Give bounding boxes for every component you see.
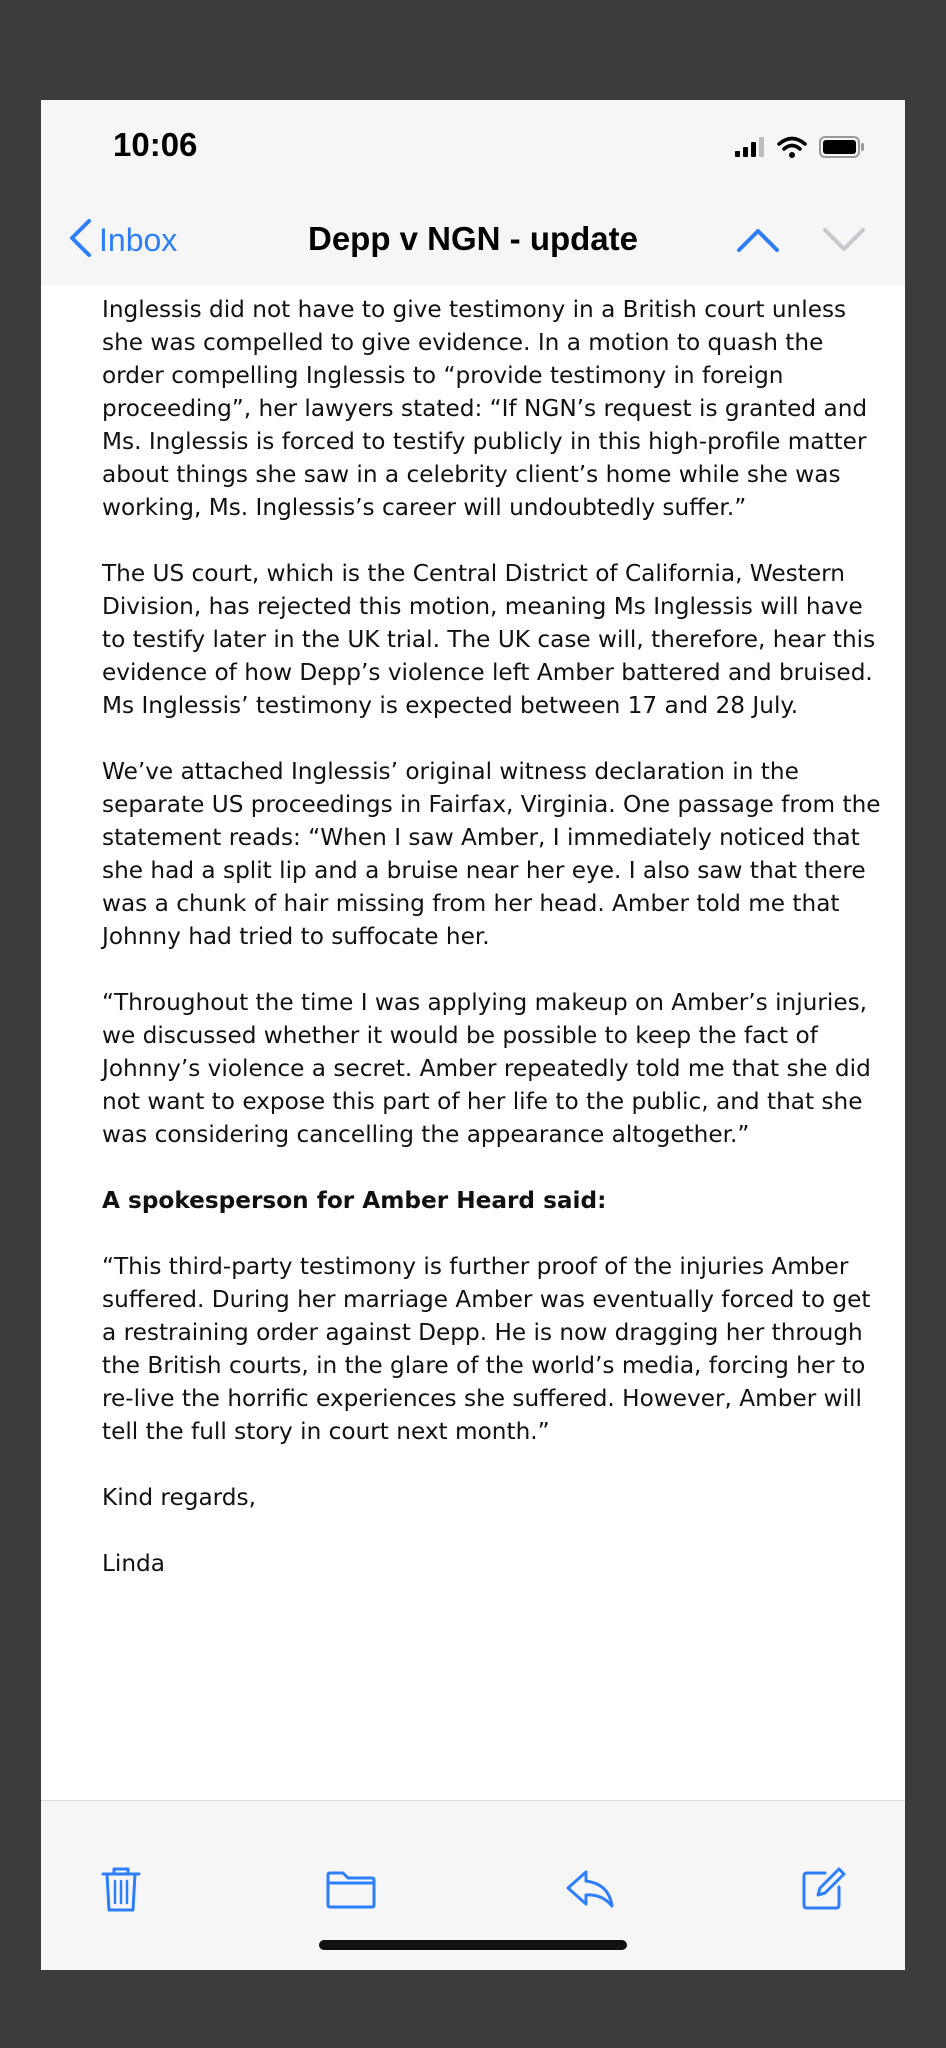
- email-paragraph: “This third-party testimony is further proof of the injuries Amber suffered. During her marriage Amber was eventually forced to get a restraining order against Depp. He is now dragging her through the British courts, in the glare of the world’s media, forcing her to re-live the horrific experiences she suffered. However, Amber will tell the full story in court next month.”: [102, 1253, 871, 1445]
- email-paragraph: Inglessis did not have to give testimony in a British court unless she was compelled to give evidence. In a motion to quash the order compelling Inglessis to “provide testimony in foreign proceeding”, her lawyers stated: “If NGN’s request is granted and Ms. Inglessis is forced to testify publicly in this high-profile matter about things she saw in a celebrity client’s home while she was working, Ms. Inglessis’s career will undoubtedly suffer.”: [102, 296, 868, 521]
- email-paragraph: The US court, which is the Central District of California, Western Division, has rejected this motion, meaning Ms Inglessis will have to testify later in the UK trial. The UK case will, therefore, hear this evidence of how Depp’s violence left Amber battered and bruised. Ms Inglessis’ testimony is expected between 17 and 28 July.: [102, 560, 876, 719]
- next-message-button[interactable]: [821, 220, 867, 265]
- email-subject: Depp v NGN - update: [307, 220, 639, 257]
- chevron-left-icon: [67, 218, 93, 263]
- compose-icon: [799, 1865, 847, 1918]
- email-paragraph: We’ve attached Inglessis’ original witness declaration in the separate US proceedings in Fairfax, Virginia. One passage from the statement reads: “When I saw Amber, I immediately noticed that she had a split lip and a bruise near her eye. I also saw that there was a chunk of hair missing from her head. Amber told me that Johnny had tried to suffocate her.: [102, 758, 881, 950]
- compose-button[interactable]: [795, 1863, 851, 1919]
- previous-message-button[interactable]: [735, 220, 781, 265]
- folder-icon: [325, 1868, 377, 1915]
- email-sign-off: Kind regards,: [102, 1484, 256, 1511]
- chevron-down-icon: [821, 247, 867, 264]
- wifi-icon: [777, 136, 807, 163]
- email-paragraph: “Throughout the time I was applying makeup on Amber’s injuries, we discussed whether it would be possible to keep the fact of Johnny’s violence a secret. Amber repeatedly told me that she did not want to expose this part of her life to the public, and that she was considering cancelling the appearance altogether.”: [102, 989, 871, 1148]
- reply-button[interactable]: [562, 1863, 618, 1919]
- chevron-up-icon: [735, 247, 781, 264]
- email-signature: Linda: [102, 1550, 165, 1577]
- back-button-label: Inbox: [99, 222, 178, 258]
- trash-icon: [100, 1865, 142, 1918]
- status-icons: [735, 136, 865, 163]
- back-to-inbox-button[interactable]: [67, 218, 177, 263]
- signal-icon: [735, 137, 765, 162]
- email-body: [41, 285, 905, 1800]
- battery-icon: [819, 136, 865, 163]
- delete-button[interactable]: [93, 1863, 149, 1919]
- message-navigation: [735, 220, 867, 265]
- phone-screen: [41, 100, 905, 1970]
- status-bar: [41, 100, 905, 200]
- status-time: 10:06: [113, 126, 198, 163]
- reply-icon: [564, 1868, 616, 1915]
- home-indicator[interactable]: [319, 1940, 627, 1950]
- spokesperson-heading: A spokesperson for Amber Heard said:: [102, 1187, 607, 1214]
- move-to-folder-button[interactable]: [323, 1863, 379, 1919]
